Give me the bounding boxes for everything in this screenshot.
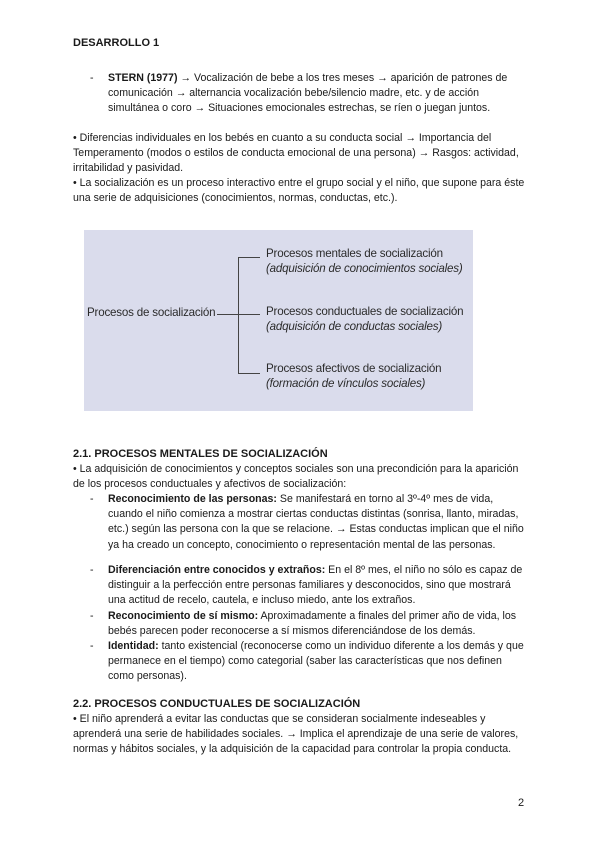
document-title: DESARROLLO 1 [73,37,160,49]
stern-label: STERN (1977) [108,72,178,84]
socialization-diagram [84,230,473,411]
stern-list-item [90,71,530,117]
item-label: Reconocimiento de sí mismo: [108,610,259,622]
section-2-2-heading: 2.2. PROCESOS CONDUCTUALES DE SOCIALIZACIÓN [73,698,361,710]
diagram-branch-mental [266,246,462,276]
section-2-2-text: • El niño aprenderá a evitar las conductas que se consideran socialmente indeseables y aprenderá una serie de habilidades sociales. → Implica el aprendizaje de una serie de valores, normas y hábitos sociales, y la adquisición de la capacidad para controlar la propia conducta. [73,713,519,756]
diagram-branch-conductual [266,304,463,334]
list-item [90,563,530,609]
item-text: tanto existencial (reconocerse como un individuo diferente a los demás y que permanece en el tiempo) como categorial (saber las características que nos definen como personas). [108,640,524,683]
branch-title: Procesos mentales de socialización [266,247,443,260]
branch-subtitle: (adquisición de conocimientos sociales) [266,262,463,275]
list-item [90,639,530,685]
diagram-root-label: Procesos de socialización [87,306,216,319]
diagram-branch-line [238,314,260,315]
list-item [90,492,530,553]
diagram-branch-afectivo [266,361,441,391]
list-dash: - [90,640,94,652]
list-dash: - [90,564,94,576]
page-number: 2 [518,797,525,809]
branch-title: Procesos afectivos de socialización [266,362,442,375]
item-label: Identidad: [108,640,159,652]
bullet-temperament: • Diferencias individuales en los bebés en cuanto a su conducta social → Importancia del Temperamento (modos o estilos de conducta emocional de una persona) → Rasgos: actividad, irritabilidad y pasividad. [73,132,519,175]
section-2-1-intro: • La adquisición de conocimientos y conceptos sociales son una precondición para la aparición de los procesos conductuales y afectivos de socialización: [73,463,519,491]
branch-subtitle: (formación de vínculos sociales) [266,377,426,390]
branch-title: Procesos conductuales de socialización [266,305,464,318]
diagram-bracket [238,257,239,374]
diagram-branch-line [238,373,260,374]
list-dash: - [90,610,94,622]
list-dash: - [90,72,94,84]
list-dash: - [90,493,94,505]
list-item [90,609,530,639]
item-text: Se manifestará en torno al 3º-4º mes de vida, cuando el niño comienza a mostrar ciertas conductas distintas (sonrisa, llanto, miradas, etc.) según las persona con la que se relacione. → Estas conductas implican que el niño ya ha creado un concepto, conocimiento o representación mental de las personas. [108,493,524,551]
section-2-1-heading: 2.1. PROCESOS MENTALES DE SOCIALIZACIÓN [73,448,328,460]
bullet-socialization: • La socialización es un proceso interactivo entre el grupo social y el niño, que supone para éste una serie de adquisiciones (conocimientos, normas, conductas, etc.). [73,177,525,205]
item-label: Diferenciación entre conocidos y extraños: [108,564,326,576]
diagram-branch-line [238,257,260,258]
item-label: Reconocimiento de las personas: [108,493,277,505]
item-text: En el 8º mes, el niño no sólo es capaz de distinguir a la perfección entre personas familiares y desconocidos, sino que mostrará una actitud de recelo, cautela, e incluso miedo, ante los extraños. [108,564,523,607]
stern-text: → Vocalización de bebe a los tres meses → aparición de patrones de comunicación → alternancia vocalización bebe/silencio madre, etc. y de acción simultánea o coro → Situaciones emocionales estrechas, se ríen o juegan juntos. [108,72,508,115]
item-text: Aproximadamente a finales del primer año de vida, los bebés parecen poder reconocerse a sí mismos diferenciándose de los demás. [108,610,517,638]
diagram-connector [217,314,239,315]
branch-subtitle: (adquisición de conductas sociales) [266,320,443,333]
